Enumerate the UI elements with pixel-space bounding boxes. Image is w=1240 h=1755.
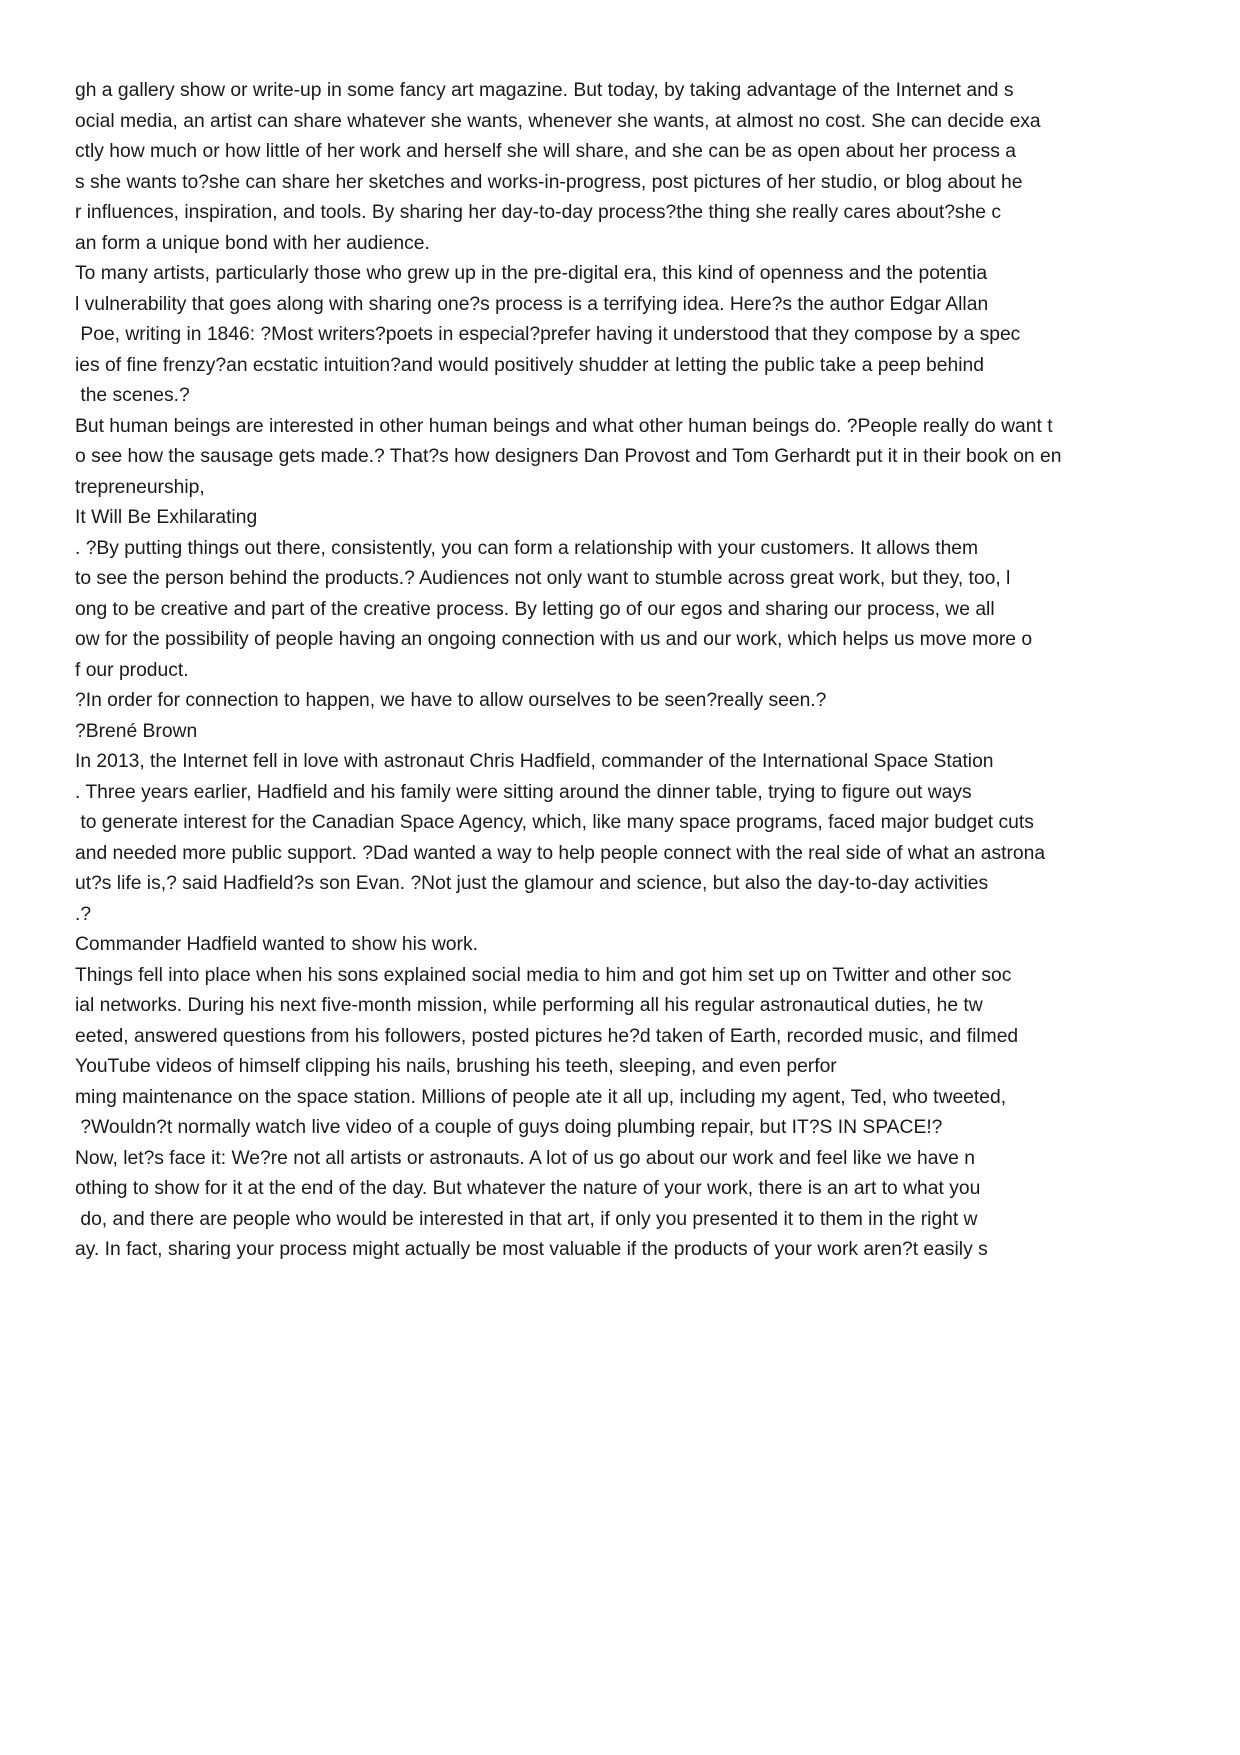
text-line: ay. In fact, sharing your process might actually be most valuable if the products of your work aren?t easily s [75,1239,988,1260]
text-line: To many artists, particularly those who grew up in the pre-digital era, this kind of openness and the potentia [75,263,988,284]
text-line: In 2013, the Internet fell in love with astronaut Chris Hadfield, commander of the International Space Station [75,751,994,772]
text-line: It Will Be Exhilarating [75,507,258,528]
text-line: ocial media, an artist can share whatever she wants, whenever she wants, at almost no cost. She can decide exa [75,110,1041,132]
text-line: ut?s life is,? said Hadfield?s son Evan. ?Not just the glamour and science, but also the day-to-day activities [75,873,989,894]
text-line: eeted, answered questions from his followers, posted pictures he?d taken of Earth, recorded music, and filmed [75,1025,1019,1047]
text-line: YouTube videos of himself clipping his nails, brushing his teeth, sleeping, and even perfor [75,1056,837,1077]
text-line: Now, let?s face it: We?re not all artists or astronauts. A lot of us go about our work and feel like we have n [75,1147,975,1169]
text-line: and needed more public support. ?Dad wanted a way to help people connect with the real side of what an astrona [75,842,1046,864]
text-line: ong to be creative and part of the creative process. By letting go of our egos and sharing our process, we all [75,598,995,620]
body-text [75,76,1175,1266]
text-line: Poe, writing in 1846: ?Most writers?poets in especial?prefer having it understood that they compose by a spec [75,324,1021,345]
text-line: o see how the sausage gets made.? That?s how designers Dan Provost and Tom Gerhardt put it in their book on en [75,446,1062,467]
text-line: trepreneurship, [75,476,205,498]
text-line: ctly how much or how little of her work and herself she will share, and she can be as open about her process a [75,141,1017,162]
text-line: Commander Hadfield wanted to show his work. [75,934,478,955]
text-line: l vulnerability that goes along with sharing one?s process is a terrifying idea. Here?s the author Edgar Allan [75,293,989,315]
text-line: But human beings are interested in other human beings and what other human beings do. ?People really do want t [75,415,1053,437]
text-line: ?Wouldn?t normally watch live video of a couple of guys doing plumbing repair, but IT?S IN SPACE!? [75,1117,943,1138]
text-line: ial networks. During his next five-month mission, while performing all his regular astronautical duties, he tw [75,995,983,1016]
text-line: to generate interest for the Canadian Space Agency, which, like many space programs, faced major budget cuts [75,812,1034,833]
text-line: . Three years earlier, Hadfield and his family were sitting around the dinner table, trying to figure out ways [75,781,972,803]
text-line: r influences, inspiration, and tools. By sharing her day-to-day process?the thing she really cares about?she c [75,202,1002,223]
text-line: ies of fine frenzy?an ecstatic intuition?and would positively shudder at letting the public take a peep behind [75,354,984,376]
text-line: ming maintenance on the space station. Millions of people ate it all up, including my agent, Ted, who tweeted, [75,1086,1007,1108]
text-line: gh a gallery show or write-up in some fancy art magazine. But today, by taking advantage of the Internet and s [75,80,1014,101]
text-line: othing to show for it at the end of the day. But whatever the nature of your work, there is an art to what you [75,1178,981,1199]
text-line: s she wants to?she can share her sketches and works-in-progress, post pictures of her studio, or blog about he [75,171,1023,193]
text-line: Things fell into place when his sons explained social media to him and got him set up on Twitter and other soc [75,964,1012,986]
text-line: an form a unique bond with her audience. [75,232,430,254]
text-line: do, and there are people who would be interested in that art, if only you presented it to them in the right w [75,1208,978,1230]
text-line: ?Brené Brown [75,720,198,742]
text-line: the scenes.? [75,385,190,406]
text-line: ?In order for connection to happen, we have to allow ourselves to be seen?really seen.? [75,690,827,711]
text-line: to see the person behind the products.? Audiences not only want to stumble across great work, but they, too, l [75,568,1011,589]
text-line: ow for the possibility of people having an ongoing connection with us and our work, which helps us move more o [75,629,1033,650]
text-line: .? [75,903,92,925]
text-line: . ?By putting things out there, consistently, you can form a relationship with your customers. It allows them [75,537,979,559]
text-line: f our product. [75,659,189,681]
